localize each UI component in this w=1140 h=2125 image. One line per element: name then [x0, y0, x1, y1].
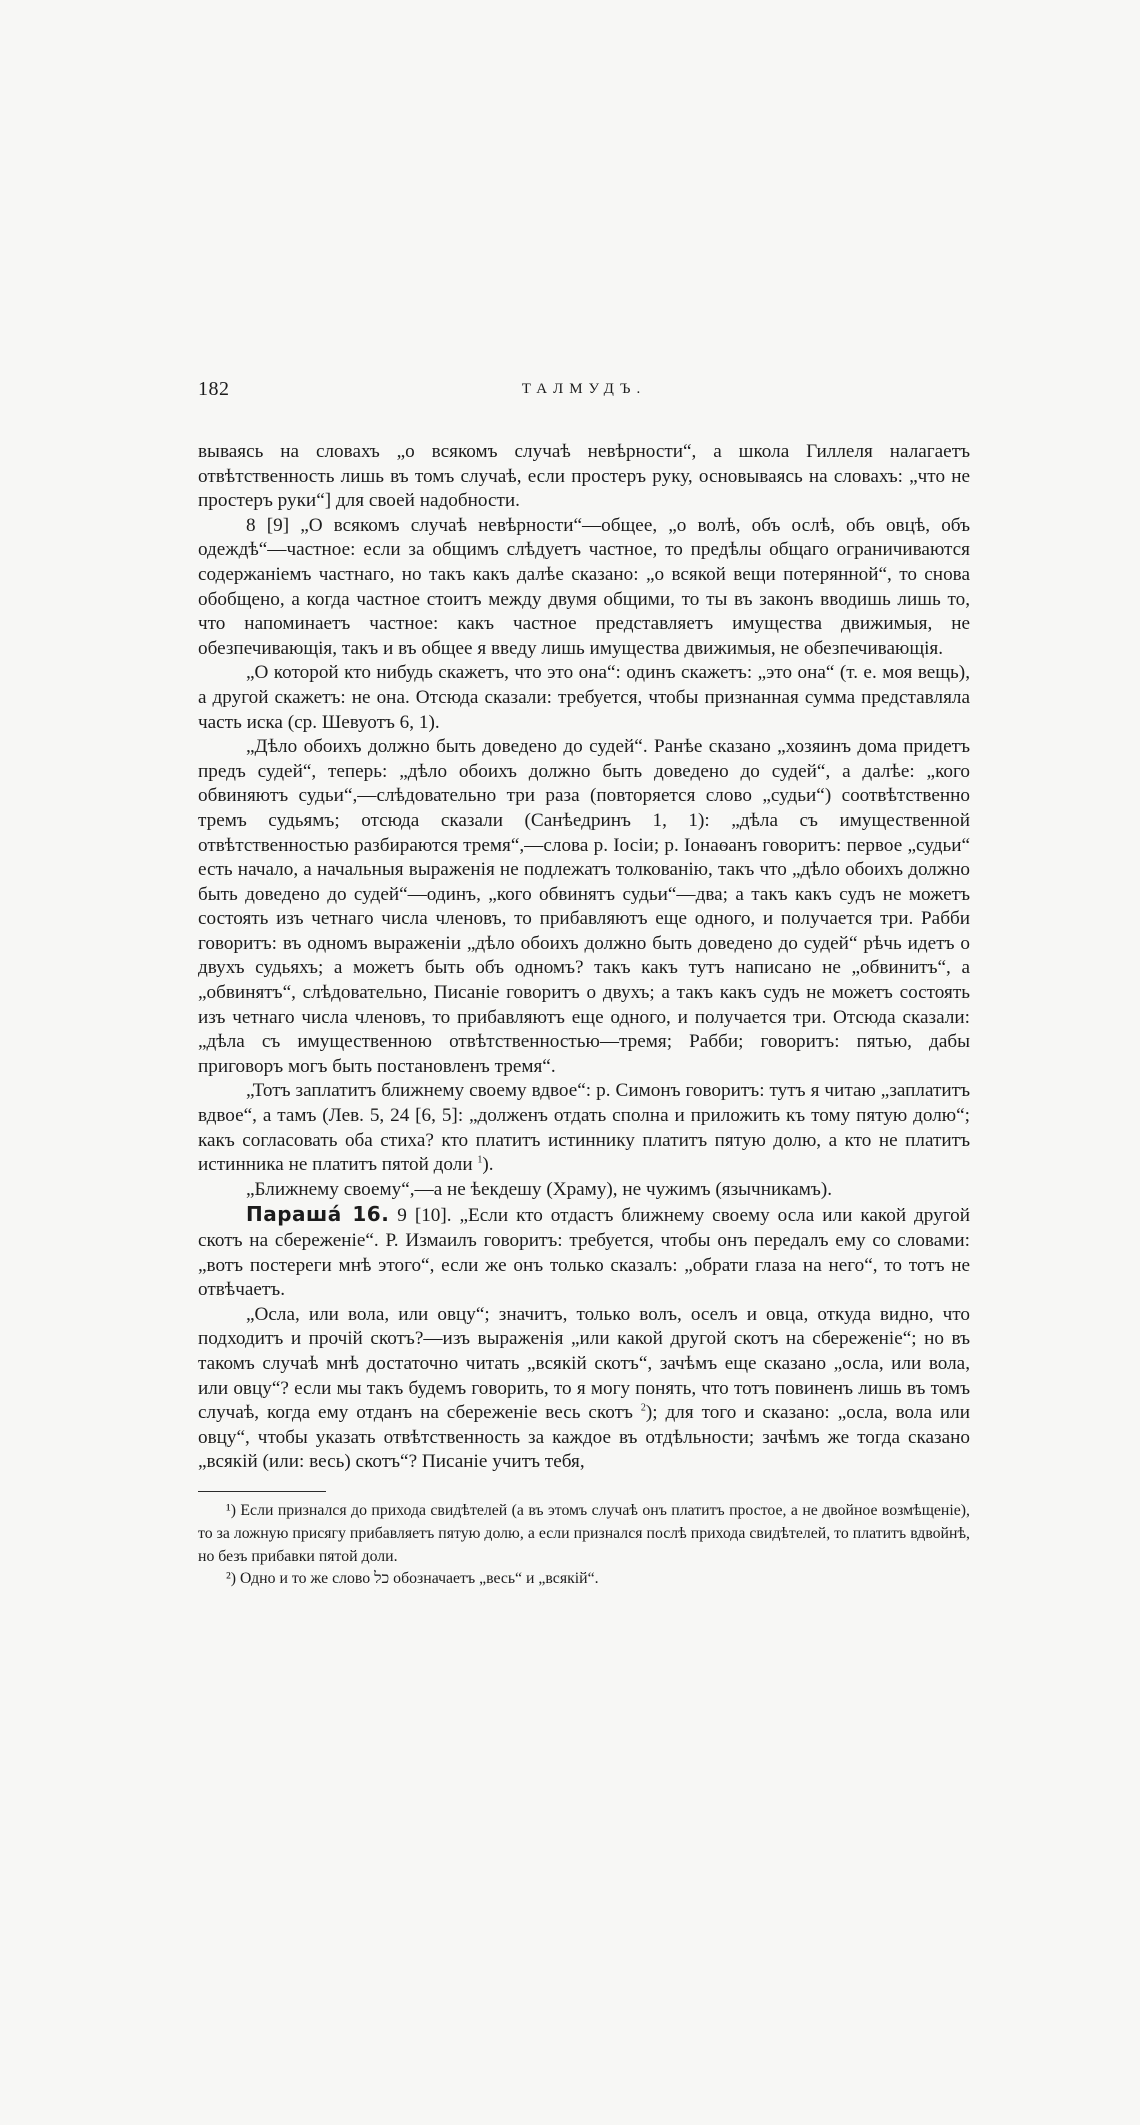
paragraph-text: „Осла, или вола, или овцу“; значитъ, только волъ, оселъ и овца, откуда видно, что подходитъ и прочій скотъ?—изъ выраженія „или какой другой скотъ на сбереженіе“; но въ такомъ случаѣ мнѣ достаточно читать „всякій скотъ“, зачѣмъ еще сказано „осла, или вола, или овцу“? если мы такъ будемъ говорить, то я могу понять, что тотъ повиненъ лишь въ томъ случаѣ, когда ему отданъ на сбереженіе весь скотъ — [198, 1303, 970, 1424]
main-text — [198, 440, 970, 1475]
paragraph-with-footnote: „Осла, или вола, или овцу“; значитъ, только волъ, оселъ и овца, откуда видно, что подходитъ и прочій скотъ?—изъ выраженія „или какой другой скотъ на сбереженіе“; но въ такомъ случаѣ мнѣ достаточно читать „всякій скотъ“, зачѣмъ еще сказано „осла, или вола, или овцу“? если мы такъ будемъ говорить, то я могу понять, что тотъ повиненъ лишь въ томъ случаѣ, когда ему отданъ на сбереженіе весь скотъ $^2$); для того и сказано: „осла, вола или овцу“, чтобы указать отвѣтственность за каждое въ отдѣльности; зачѣмъ же тогда сказано „всякій (или: весь) скотъ“? Писаніе учитъ тебя, — [198, 1303, 971, 1473]
footnote: ²) Одно и то же слово כל обозначаетъ „весь“ и „всякій“. — [226, 1570, 599, 1588]
parasha-text: 9 [10]. „Если кто отдастъ ближнему своему осла или какой другой скотъ на сбереженіе“. Р. Измаилъ говоритъ: требуется, чтобы онъ передалъ ему со словами: „вотъ постереги мнѣ этого“, если же онъ только сказалъ: „обрати глаза на него“, то тотъ не отвѣчаетъ. — [198, 1205, 970, 1301]
paragraph-text: ; для того и сказано: „осла, вола или овцу“, чтобы указать отвѣтственность за каждое въ отдѣльности; зачѣмъ же тогда сказано „всякій (или: весь) скотъ“? Писаніе учитъ тебя, — [198, 1402, 971, 1473]
paragraph: „Ближнему своему“,—а не ѣекдешу (Храму), не чужимъ (язычникамъ). — [246, 1178, 833, 1200]
paragraph: 8 [9] „О всякомъ случаѣ невѣрности“—общее, „о волѣ, объ ослѣ, объ овцѣ, объ одеждѣ“—частное: если за общимъ слѣдуетъ частное, то предѣлы общаго ограничиваются содержаніемъ частнаго, но такъ какъ далѣе сказано: „о всякой вещи потерянной“, то снова обобщено, а когда частное стоитъ между двумя общими, то ты въ законъ вводишь лишь то, что напоминаетъ частное: какъ частное представляетъ имущества движимыя, не обезпечивающія, такъ и въ общее я введу лишь имущества движимыя, не обезпечивающія. — [198, 514, 970, 659]
parasha-heading: Параша́ 16. — [246, 1202, 390, 1227]
footnote: ¹) Если признался до прихода свидѣтелей (а въ этомъ случаѣ онъ платитъ простое, а не двойное возмѣщеніе), то за ложную присягу прибавляетъ пятую долю, а если признался послѣ прихода свидѣтелей, то платитъ вдвойнѣ, но безъ прибавки пятой доли. — [198, 1501, 970, 1565]
page-header — [198, 378, 970, 418]
footnote-divider — [198, 1491, 326, 1492]
book-page — [198, 378, 970, 1591]
paragraph-continuation: вываясь на словахъ „о всякомъ случаѣ невѣрности“, а школа Гиллеля налагаетъ отвѣтственность лишь въ томъ случаѣ, если простеръ руку, основываясь на словахъ: „что не простеръ руки“] для своей надобности. — [198, 441, 970, 512]
running-title: ТАЛМУДЪ. — [521, 381, 647, 397]
paragraph-with-footnote: „Тотъ заплатитъ ближнему своему вдвое“: р. Симонъ говоритъ: тутъ я читаю „заплатитъ вдвое“, а тамъ (Лев. 5, 24 [6, 5]: „долженъ отдать сполна и приложить къ тому пятую долю“; какъ согласовать оба стиха? кто платитъ истиннику платитъ пятую долю, а кто не платитъ истинника не платитъ пятой доли $^1$). — [198, 1080, 970, 1176]
paragraph: „Дѣло обоихъ должно быть доведено до судей“. Ранѣе сказано „хозяинъ дома придетъ предъ судей“, теперь: „дѣло обоихъ должно быть доведено до судей“, а далѣе: „кого обвиняютъ судьи“,—слѣдовательно три раза (повторяется слово „судьи“) соотвѣтственно тремъ судьямъ; отсюда сказали (Санѣедринъ 1, 1): „дѣла съ имущественной отвѣтственностью разбираются тремя“,—слова р. Іосіи; р. Іонаѳанъ говоритъ: первое „судьи“ есть начало, а начальныя выраженія не подлежатъ толкованію, такъ что „дѣло обоихъ должно быть доведено до судей“—одинъ, „кого обвинятъ судьи“—два; а такъ какъ судъ не можетъ состоять изъ четнаго числа членовъ, то прибавляютъ еще одного, и получается три. Рабби говоритъ: въ одномъ выраженіи „дѣло обоихъ должно быть доведено до судей“ рѣчь идетъ о двухъ судьяхъ; а можетъ быть объ одномъ? такъ какъ тутъ написано не „обвинитъ“, а „обвинятъ“, слѣдовательно, Писаніе говоритъ о двухъ; а такъ какъ судъ не можетъ состоять изъ четнаго числа членовъ, то прибавляютъ еще одного, и получается три. Отсюда сказали: „дѣла съ имущественною отвѣтственностью—тремя; Рабби; говоритъ: пятью, дабы приговоръ могъ быть постановленъ тремя“. — [198, 736, 970, 1077]
footnote-ref: 1 — [477, 1154, 483, 1166]
paragraph: „О которой кто нибудь скажетъ, что это она“: одинъ скажетъ: „это она“ (т. е. моя вещь), а другой скажетъ: не она. Отсюда сказали: требуется, чтобы признанная сумма представляла часть иска (ср. Шевуотъ 6, 1). — [198, 662, 970, 733]
paragraph-text: „Тотъ заплатитъ ближнему своему вдвое“: р. Симонъ говоритъ: тутъ я читаю „заплатитъ вдвое“, а тамъ (Лев. 5, 24 [6, 5]: „долженъ отдать сполна и приложить къ тому пятую долю“; какъ согласовать оба стиха? кто платитъ истиннику платитъ пятую долю, а кто не платитъ истинника не платитъ пятой доли — [198, 1080, 970, 1176]
footnote-ref: 2 — [640, 1402, 646, 1414]
footnotes — [198, 1500, 970, 1591]
page-number: 182 — [198, 378, 230, 400]
parasha-paragraph — [198, 1202, 970, 1302]
